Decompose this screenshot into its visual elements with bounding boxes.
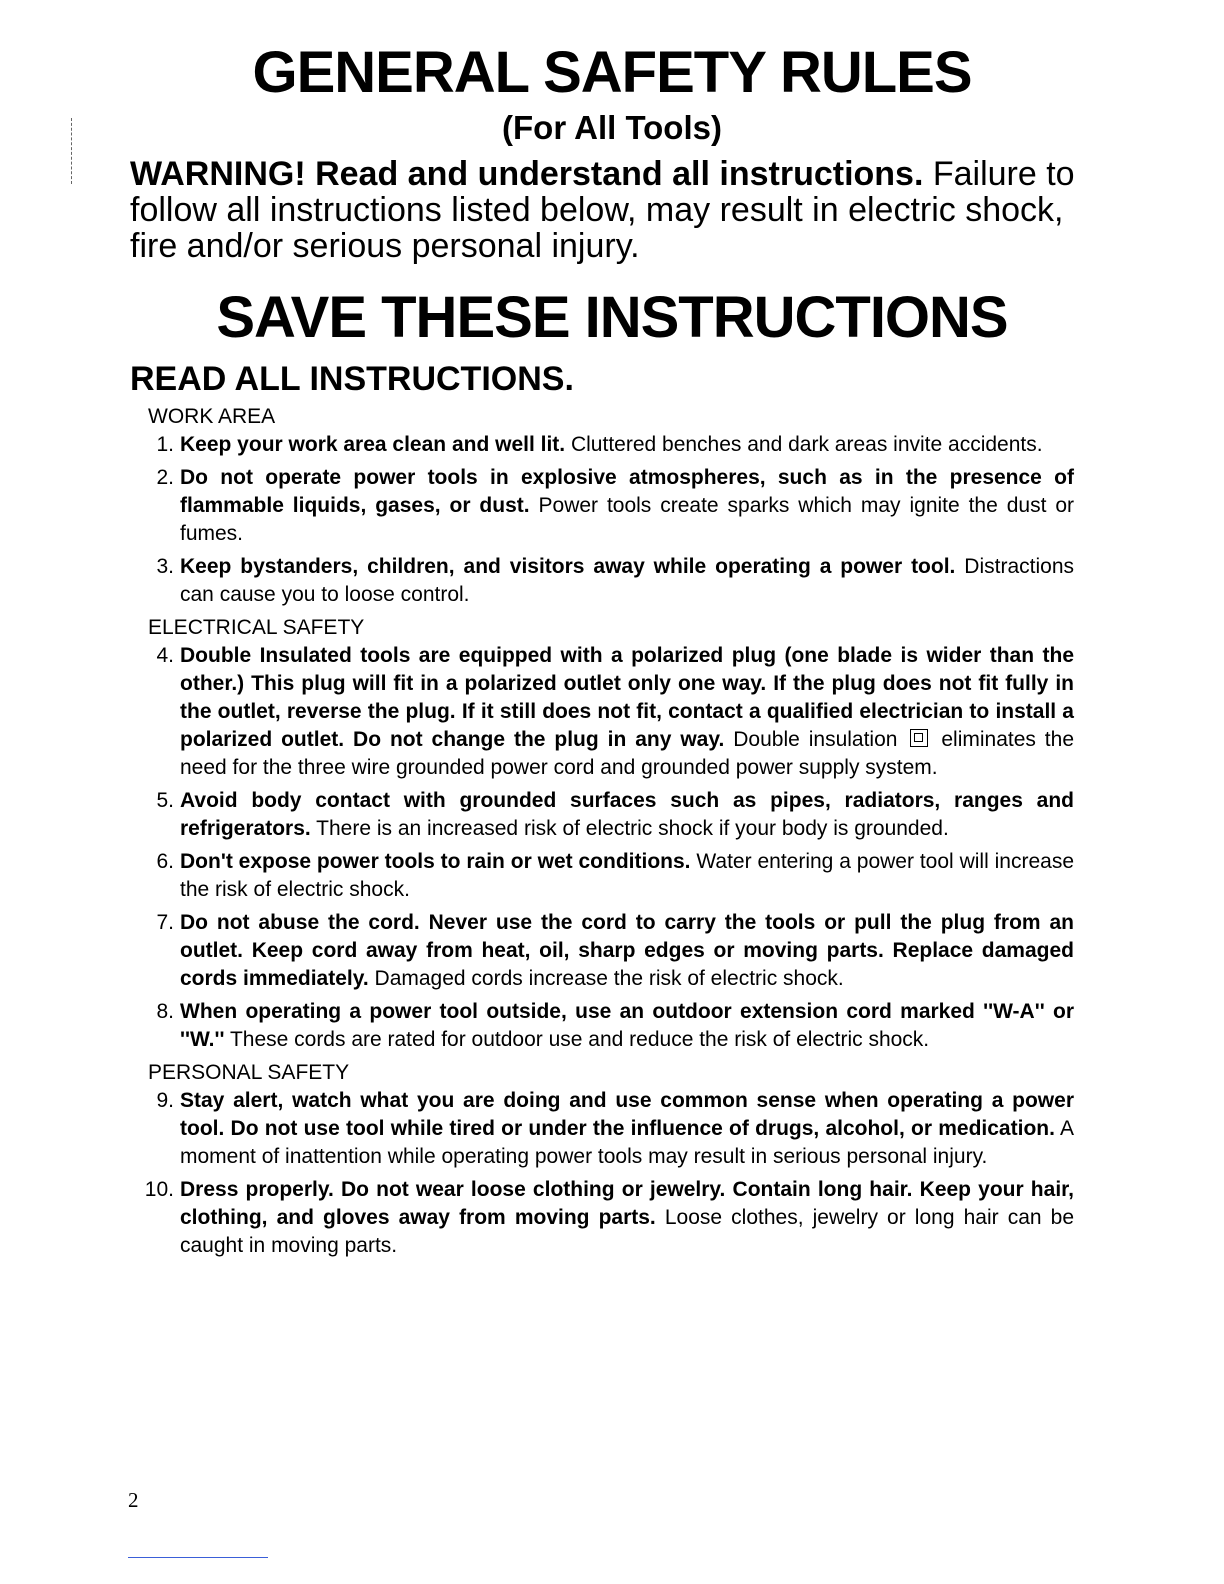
item-text: Loose clothes, jewelry or long hair can be caught in moving parts.: [180, 1206, 1074, 1257]
read-all-heading: READ ALL INSTRUCTIONS.: [130, 360, 574, 398]
item-number: 3.: [156, 555, 174, 578]
item-number: 9.: [156, 1089, 174, 1112]
save-instructions-heading: SAVE THESE INSTRUCTIONS: [216, 285, 1008, 350]
item-bold: Keep your work area clean and well lit.: [180, 433, 566, 456]
item-number: 6.: [156, 850, 174, 873]
item-bold: Double Insulated tools are equipped with a polarized plug (one blade is wider than the other.) This plug will fit in a polarized outlet only one way. If the plug does not fit fully in the outlet, reverse the plug. If it still does not fit, contact a qualified electrician to install a polarized outlet. Do not change the plug in any way.: [180, 644, 1074, 751]
page-title: GENERAL SAFETY RULES: [252, 40, 972, 105]
item-number: 7.: [156, 911, 174, 934]
list-item: [130, 787, 1074, 843]
item-text: Power tools create sparks which may ignite the dust or fumes.: [180, 494, 1074, 545]
item-number: 8.: [156, 1000, 174, 1023]
item-number: 5.: [156, 789, 174, 812]
item-bold: Stay alert, watch what you are doing and use common sense when operating a power tool. Do not use tool while tired or under the influence of drugs, alcohol, or medication.: [180, 1089, 1074, 1140]
item-text: There is an increased risk of electric shock if your body is grounded.: [310, 817, 949, 840]
list-item: [130, 848, 1074, 904]
list-item: [130, 909, 1074, 993]
warning-text: Failure to follow all instructions listed below, may result in electric shock, fire and/or serious personal injury.: [130, 155, 1075, 265]
section-heading-electrical-safety: ELECTRICAL SAFETY: [148, 616, 365, 639]
warning-paragraph: [130, 156, 1080, 264]
item-bold: Avoid body contact with grounded surfaces such as pipes, radiators, ranges and refrigerators.: [180, 789, 1074, 840]
item-text: Damaged cords increase the risk of electric shock.: [368, 967, 844, 990]
item-text: eliminates the need for the three wire grounded power cord and grounded power supply system.: [180, 728, 1075, 779]
item-bold: When operating a power tool outside, use an outdoor extension cord marked ''W-A'' or ''W.'': [180, 1000, 1074, 1051]
item-number: 2.: [156, 466, 174, 489]
warning-lead: WARNING! Read and understand all instructions.: [130, 155, 924, 193]
item-text: Double insulation: [724, 728, 898, 751]
list-item: [130, 998, 1074, 1054]
list-item: [130, 1176, 1074, 1260]
item-text: Distractions can cause you to loose control.: [180, 555, 1075, 606]
item-number: 4.: [156, 644, 174, 667]
item-bold: Keep bystanders, children, and visitors away while operating a power tool.: [180, 555, 956, 578]
list-item: [130, 553, 1074, 609]
item-bold: Don't expose power tools to rain or wet conditions.: [180, 850, 691, 873]
item-bold: Do not operate power tools in explosive atmospheres, such as in the presence of flammable liquids, gases, or dust.: [180, 466, 1074, 517]
list-item: [130, 464, 1074, 548]
page-number: 2: [128, 1488, 139, 1512]
page-subtitle: (For All Tools): [502, 109, 722, 146]
item-bold: Do not abuse the cord. Never use the cord to carry the tools or pull the plug from an outlet. Keep cord away from heat, oil, sharp edges or moving parts. Replace damaged cords immediately.: [180, 911, 1074, 990]
rules-list: [130, 403, 1074, 1265]
item-text: Water entering a power tool will increase the risk of electric shock.: [180, 850, 1074, 901]
section-heading-work-area: WORK AREA: [148, 405, 276, 428]
item-number: 10.: [144, 1178, 174, 1201]
double-insulation-icon: [910, 729, 928, 747]
list-item: [130, 431, 1074, 459]
item-text: These cords are rated for outdoor use and reduce the risk of electric shock.: [224, 1028, 930, 1051]
list-item: [130, 1087, 1074, 1171]
section-heading-personal-safety: PERSONAL SAFETY: [148, 1061, 350, 1084]
item-bold: Dress properly. Do not wear loose clothing or jewelry. Contain long hair. Keep your hair, clothing, and gloves away from moving parts.: [180, 1178, 1074, 1229]
item-number: 1.: [156, 433, 174, 456]
list-item: [130, 642, 1074, 782]
footer-rule: [128, 1557, 268, 1558]
item-text: Cluttered benches and dark areas invite accidents.: [565, 433, 1043, 456]
item-text: A moment of inattention while operating power tools may result in serious personal injury.: [180, 1117, 1075, 1168]
